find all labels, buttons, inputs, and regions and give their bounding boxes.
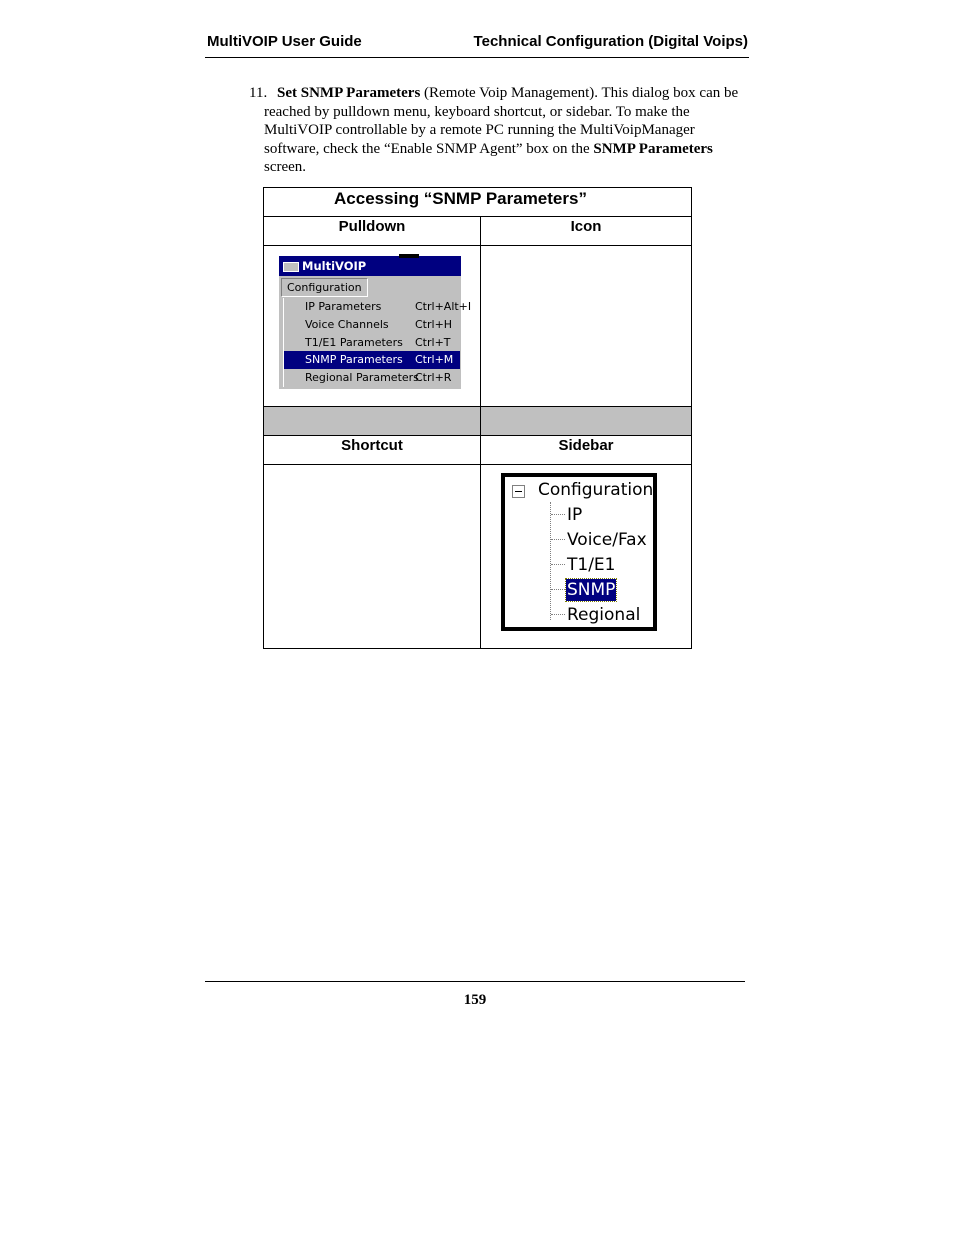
step-title: Set SNMP Parameters xyxy=(277,85,421,101)
table-title: Accessing “SNMP Parameters” xyxy=(334,189,587,208)
access-table xyxy=(263,187,692,649)
pulldown-image-cell xyxy=(264,246,481,407)
grey-spacer-left xyxy=(264,407,481,436)
running-header-left: MultiVOIP User Guide xyxy=(207,33,362,50)
menu-item-regional-parameters[interactable]: Regional Parameters Ctrl+R xyxy=(305,371,452,385)
step-text xyxy=(264,84,749,177)
tree-item-t1e1[interactable]: T1/E1 xyxy=(567,555,616,575)
step-body-2: screen. xyxy=(264,159,307,176)
menu-bar xyxy=(279,276,461,298)
icon-header: Icon xyxy=(570,218,602,235)
icon-image-cell xyxy=(481,246,692,407)
configuration-dropdown xyxy=(283,298,472,387)
menu-titlebar xyxy=(279,256,461,276)
page-number: 159 xyxy=(463,992,487,1008)
tree-item-regional[interactable]: Regional xyxy=(567,605,641,625)
app-icon xyxy=(283,262,299,272)
sidebar-header-cell xyxy=(481,436,692,465)
configuration-menu[interactable]: Configuration xyxy=(281,278,368,297)
running-header-right: Technical Configuration (Digital Voips) xyxy=(473,33,748,50)
footer-rule xyxy=(205,981,745,982)
sidebar-header: Sidebar xyxy=(558,437,614,454)
icon-header-cell xyxy=(481,217,692,246)
pulldown-header-cell xyxy=(264,217,481,246)
header-rule xyxy=(205,57,749,58)
menu-item-snmp-parameters[interactable]: SNMP Parameters Ctrl+M xyxy=(284,351,460,369)
collapse-minus-icon[interactable] xyxy=(512,485,525,498)
step-screen-name: SNMP Parameters xyxy=(593,140,713,157)
tree-item-snmp[interactable]: SNMP xyxy=(567,580,616,600)
shortcut-header-cell xyxy=(264,436,481,465)
grey-spacer-right xyxy=(481,407,692,436)
menu-item-voice-channels[interactable]: Voice Channels Ctrl+H xyxy=(305,317,453,331)
tree-root-configuration[interactable]: Configuration xyxy=(538,480,654,500)
app-title: MultiVOIP xyxy=(302,259,367,273)
table-title-cell xyxy=(264,188,692,217)
menu-item-t1e1-parameters[interactable]: T1/E1 Parameters Ctrl+T xyxy=(305,335,451,349)
tree-item-ip[interactable]: IP xyxy=(567,505,583,525)
shortcut-image-cell xyxy=(264,465,481,649)
pulldown-header: Pulldown xyxy=(338,218,406,235)
pulldown-menu-screenshot xyxy=(279,256,472,389)
menu-item-ip-parameters[interactable]: IP Parameters Ctrl+Alt+I xyxy=(305,300,472,313)
sidebar-image-cell xyxy=(481,465,692,649)
tree-item-voice-fax[interactable]: Voice/Fax xyxy=(567,530,647,550)
step-number: 11. xyxy=(249,85,268,101)
sidebar-tree-screenshot xyxy=(501,473,657,631)
step-body-1: (Remote Voip Management). This dialog box can be reached by pulldown menu, keyboard shortcut, or sidebar. To make the MultiVOIP controllable by a remote PC running the MultiVoipManager software, check the “Enable SNMP Agent” box on the xyxy=(264,85,739,157)
step-paragraph xyxy=(249,84,749,177)
shortcut-header: Shortcut xyxy=(341,437,403,454)
